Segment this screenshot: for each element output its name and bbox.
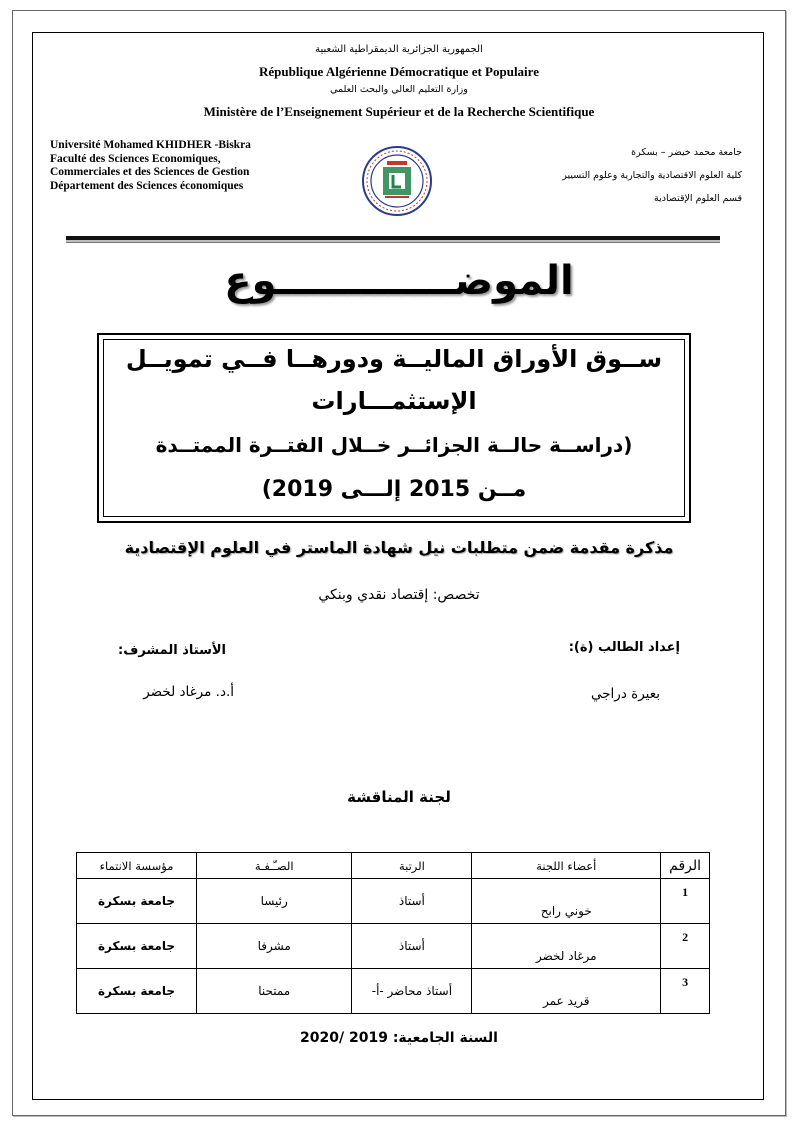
ministry-arabic: وزارة التعليم العالي والبحث العلمي bbox=[330, 84, 468, 95]
header-role: الصـّـفـة bbox=[196, 853, 351, 879]
supervisor-label: الأستاذ المشرف: bbox=[118, 643, 226, 658]
thesis-title-line-1: ســوق الأوراق الماليــة ودورهــا فــي تمويــل bbox=[125, 345, 663, 373]
committee-table-header bbox=[77, 853, 710, 879]
committee-title: لجنة المناقشة bbox=[347, 788, 451, 806]
faculty-name-fr-1: Faculté des Sciences Economiques, bbox=[50, 152, 221, 165]
table-row bbox=[77, 879, 710, 924]
university-logo bbox=[361, 145, 433, 217]
row-number: 2 bbox=[661, 924, 710, 969]
table-row bbox=[77, 924, 710, 969]
thesis-title-line-4: مــن 2015 إلـــى 2019) bbox=[261, 477, 527, 502]
specialization: تخصص: إقتصاد نقدي وبنكي bbox=[318, 587, 480, 603]
member-institution: جامعة بسكرة bbox=[77, 879, 197, 924]
row-number: 3 bbox=[661, 969, 710, 1014]
member-name: قريد عمر bbox=[472, 969, 661, 1014]
topic-heading: الموضـــــــــــــوع bbox=[224, 258, 574, 304]
institution-french-block bbox=[50, 139, 310, 193]
member-role: رئيسا bbox=[196, 879, 351, 924]
member-name: خوني رابح bbox=[472, 879, 661, 924]
department-name-fr: Département des Sciences économiques bbox=[50, 179, 244, 192]
thesis-title-line-3: (دراســة حالــة الجزائــر خــلال الفتــرة الممتــدة bbox=[155, 433, 633, 457]
faculty-name-fr-2: Commerciales et des Sciences de Gestion bbox=[50, 166, 250, 178]
member-institution: جامعة بسكرة bbox=[77, 969, 197, 1014]
republic-french: République Algérienne Démocratique et Populaire bbox=[259, 64, 539, 79]
member-rank: أستاذ محاضر -أ- bbox=[352, 969, 472, 1014]
committee-table bbox=[76, 852, 710, 1014]
member-role: ممتحنا bbox=[196, 969, 351, 1014]
header-institution: مؤسسة الانتماء bbox=[77, 853, 197, 879]
department-name-ar: قسم العلوم الإقتصادية bbox=[654, 193, 742, 204]
institution-arabic-block bbox=[482, 141, 742, 210]
faculty-name-ar: كلية العلوم الاقتصادية والتجارية وعلوم التسيير bbox=[562, 170, 742, 181]
member-rank: أستاذ bbox=[352, 924, 472, 969]
ministry-french: Ministère de l’Enseignement Supérieur et de la Recherche Scientifique bbox=[203, 104, 595, 119]
student-name: بعيرة دراجي bbox=[590, 686, 660, 702]
student-label: إعداد الطالب (ة): bbox=[568, 640, 680, 655]
thesis-title-box bbox=[97, 333, 691, 523]
header-rank: الرتبة bbox=[352, 853, 472, 879]
header-divider bbox=[66, 236, 720, 242]
university-name-ar: جامعة محمد خيضر – بسكرة bbox=[631, 147, 742, 158]
row-number: 1 bbox=[661, 879, 710, 924]
member-role: مشرفا bbox=[196, 924, 351, 969]
header-number: الرقم bbox=[661, 853, 710, 879]
academic-year: السنة الجامعية: 2019 /2020 bbox=[300, 1030, 498, 1046]
memo-statement: مذكرة مقدمة ضمن متطلبات نيل شهادة الماستر في العلوم الإقتصادية bbox=[124, 538, 674, 557]
member-rank: أستاذ bbox=[352, 879, 472, 924]
member-name: مرغاد لخضر bbox=[472, 924, 661, 969]
supervisor-name: أ.د. مرغاد لخضر bbox=[143, 684, 234, 700]
thesis-title-line-2: الإستثمـــارات bbox=[311, 387, 477, 415]
university-name-fr: Université Mohamed KHIDHER -Biskra bbox=[50, 139, 251, 151]
header-members: أعضاء اللجنة bbox=[472, 853, 661, 879]
table-row bbox=[77, 969, 710, 1014]
republic-arabic: الجمهورية الجزائرية الديمقراطية الشعبية bbox=[315, 44, 483, 55]
member-institution: جامعة بسكرة bbox=[77, 924, 197, 969]
